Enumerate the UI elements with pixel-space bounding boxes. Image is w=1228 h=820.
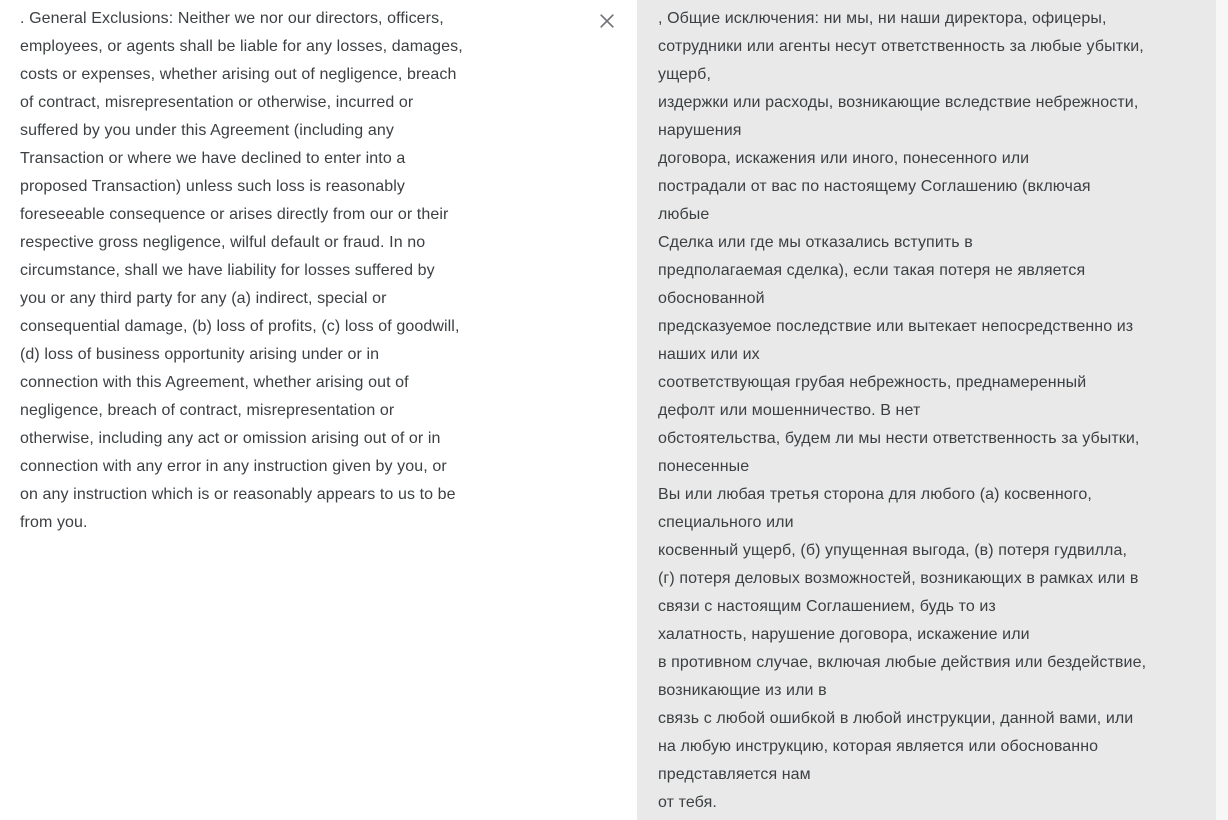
text-line: employees, or agents shall be liable for any losses, damages, xyxy=(20,38,463,55)
text-line: ущерб, xyxy=(658,66,711,83)
text-line: обстоятельства, будем ли мы нести ответственность за убытки, xyxy=(658,430,1140,447)
text-line: on any instruction which is or reasonably appears to us to be xyxy=(20,486,456,503)
translation-text-panel xyxy=(637,0,1216,820)
text-line: возникающие из или в xyxy=(658,682,827,699)
text-line: связь с любой ошибкой в любой инструкции, данной вами, или xyxy=(658,710,1134,727)
text-line: . General Exclusions: Neither we nor our directors, officers, xyxy=(20,10,444,27)
text-line: suffered by you under this Agreement (including any xyxy=(20,122,394,139)
text-line: соответствующая грубая небрежность, преднамеренный xyxy=(658,374,1087,391)
text-line: negligence, breach of contract, misrepresentation or xyxy=(20,402,395,419)
close-icon xyxy=(598,12,616,30)
text-line: представляется нам xyxy=(658,766,811,783)
text-line: любые xyxy=(658,206,710,223)
text-line: Вы или любая третья сторона для любого (а) косвенного, xyxy=(658,486,1092,503)
text-line: наших или их xyxy=(658,346,760,363)
text-line: connection with this Agreement, whether arising out of xyxy=(20,374,409,391)
text-line: понесенные xyxy=(658,458,750,475)
text-line: from you. xyxy=(20,514,88,531)
text-line: на любую инструкцию, которая является или обоснованно xyxy=(658,738,1099,755)
text-line: специального или xyxy=(658,514,794,531)
text-line: costs or expenses, whether arising out of negligence, breach xyxy=(20,66,457,83)
text-line: otherwise, including any act or omission arising out of or in xyxy=(20,430,441,447)
text-line: связи с настоящим Соглашением, будь то из xyxy=(658,598,996,615)
text-line: дефолт или мошенничество. В нет xyxy=(658,402,921,419)
source-text xyxy=(20,5,577,537)
text-line: предполагаемая сделка), если такая потеря не является xyxy=(658,262,1086,279)
text-line: circumstance, shall we have liability for losses suffered by xyxy=(20,262,435,279)
text-line: consequential damage, (b) loss of profits, (c) loss of goodwill, xyxy=(20,318,460,335)
text-line: в противном случае, включая любые действия или бездействие, xyxy=(658,654,1147,671)
text-line: , Общие исключения: ни мы, ни наши директора, офицеры, xyxy=(658,10,1107,27)
text-line: от тебя. xyxy=(658,794,717,811)
text-line: (d) loss of business opportunity arising under or in xyxy=(20,346,380,363)
text-line: косвенный ущерб, (б) упущенная выгода, (в) потеря гудвилла, xyxy=(658,542,1128,559)
text-line: договора, искажения или иного, понесенного или xyxy=(658,150,1030,167)
text-line: of contract, misrepresentation or otherwise, incurred or xyxy=(20,94,414,111)
scrollbar-track[interactable] xyxy=(1216,0,1228,820)
text-line: Transaction or where we have declined to enter into a xyxy=(20,150,406,167)
text-line: предсказуемое последствие или вытекает непосредственно из xyxy=(658,318,1134,335)
text-line: издержки или расходы, возникающие вследствие небрежности, xyxy=(658,94,1139,111)
text-line: proposed Transaction) unless such loss is reasonably xyxy=(20,178,405,195)
text-line: you or any third party for any (a) indirect, special or xyxy=(20,290,387,307)
text-line: сотрудники или агенты несут ответственность за любые убытки, xyxy=(658,38,1144,55)
text-line: халатность, нарушение договора, искажение или xyxy=(658,626,1030,643)
text-line: пострадали от вас по настоящему Соглашению (включая xyxy=(658,178,1091,195)
text-line: foreseeable consequence or arises directly from our or their xyxy=(20,206,449,223)
close-button[interactable] xyxy=(593,7,621,35)
translation-text xyxy=(658,5,1212,817)
text-line: обоснованной xyxy=(658,290,765,307)
text-line: Сделка или где мы отказались вступить в xyxy=(658,234,973,251)
text-line: respective gross negligence, wilful default or fraud. In no xyxy=(20,234,426,251)
text-line: нарушения xyxy=(658,122,742,139)
text-line: (г) потеря деловых возможностей, возникающих в рамках или в xyxy=(658,570,1139,587)
text-line: connection with any error in any instruction given by you, or xyxy=(20,458,447,475)
